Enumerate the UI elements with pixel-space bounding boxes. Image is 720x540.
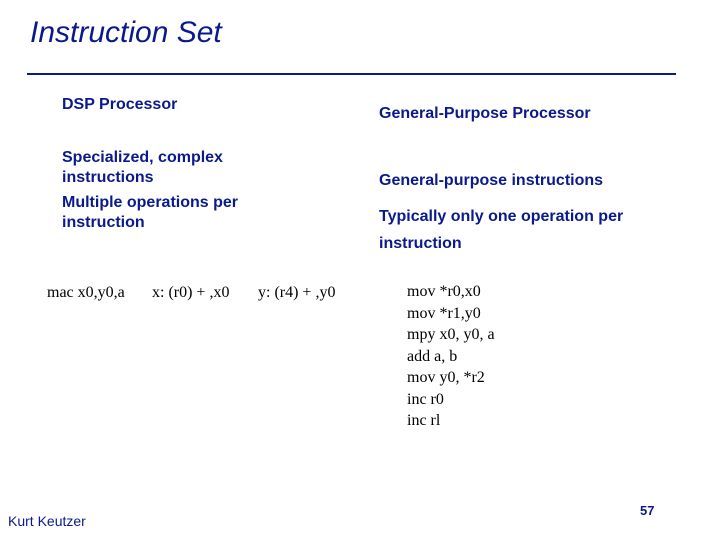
- dsp-heading: DSP Processor: [62, 96, 178, 113]
- gpp-code-line-4: add a, b: [407, 347, 458, 365]
- gpp-code-line-5: mov y0, *r2: [407, 369, 485, 386]
- gpp-description-general: General-purpose instructions: [379, 172, 604, 189]
- dsp-description-multiple-ops: Multiple operations per instruction: [62, 194, 239, 231]
- gpp-heading: General-Purpose Processor: [379, 105, 591, 122]
- dsp-code-x-move: x: (r0) + ,x0: [152, 284, 230, 301]
- slide-title: Instruction Set: [30, 16, 222, 49]
- page-number: 57: [640, 503, 655, 518]
- gpp-code-line-6: inc r0: [407, 390, 444, 408]
- gpp-code-line-1: mov *r0,x0: [407, 283, 481, 300]
- gpp-code-line-3: mpy x0, y0, a: [407, 326, 495, 343]
- dsp-code-mac: mac x0,y0,a: [47, 284, 125, 301]
- dsp-code-y-move: y: (r4) + ,y0: [258, 284, 336, 301]
- gpp-code-line-2: mov *r1,y0: [407, 304, 481, 322]
- title-divider: [27, 73, 676, 75]
- gpp-code-line-7: inc rl: [407, 412, 441, 429]
- dsp-description-specialized: Specialized, complex instructions: [62, 149, 223, 186]
- gpp-description-one-op: Typically only one operation per instruction: [379, 208, 624, 252]
- footer-author: Kurt Keutzer: [8, 513, 86, 529]
